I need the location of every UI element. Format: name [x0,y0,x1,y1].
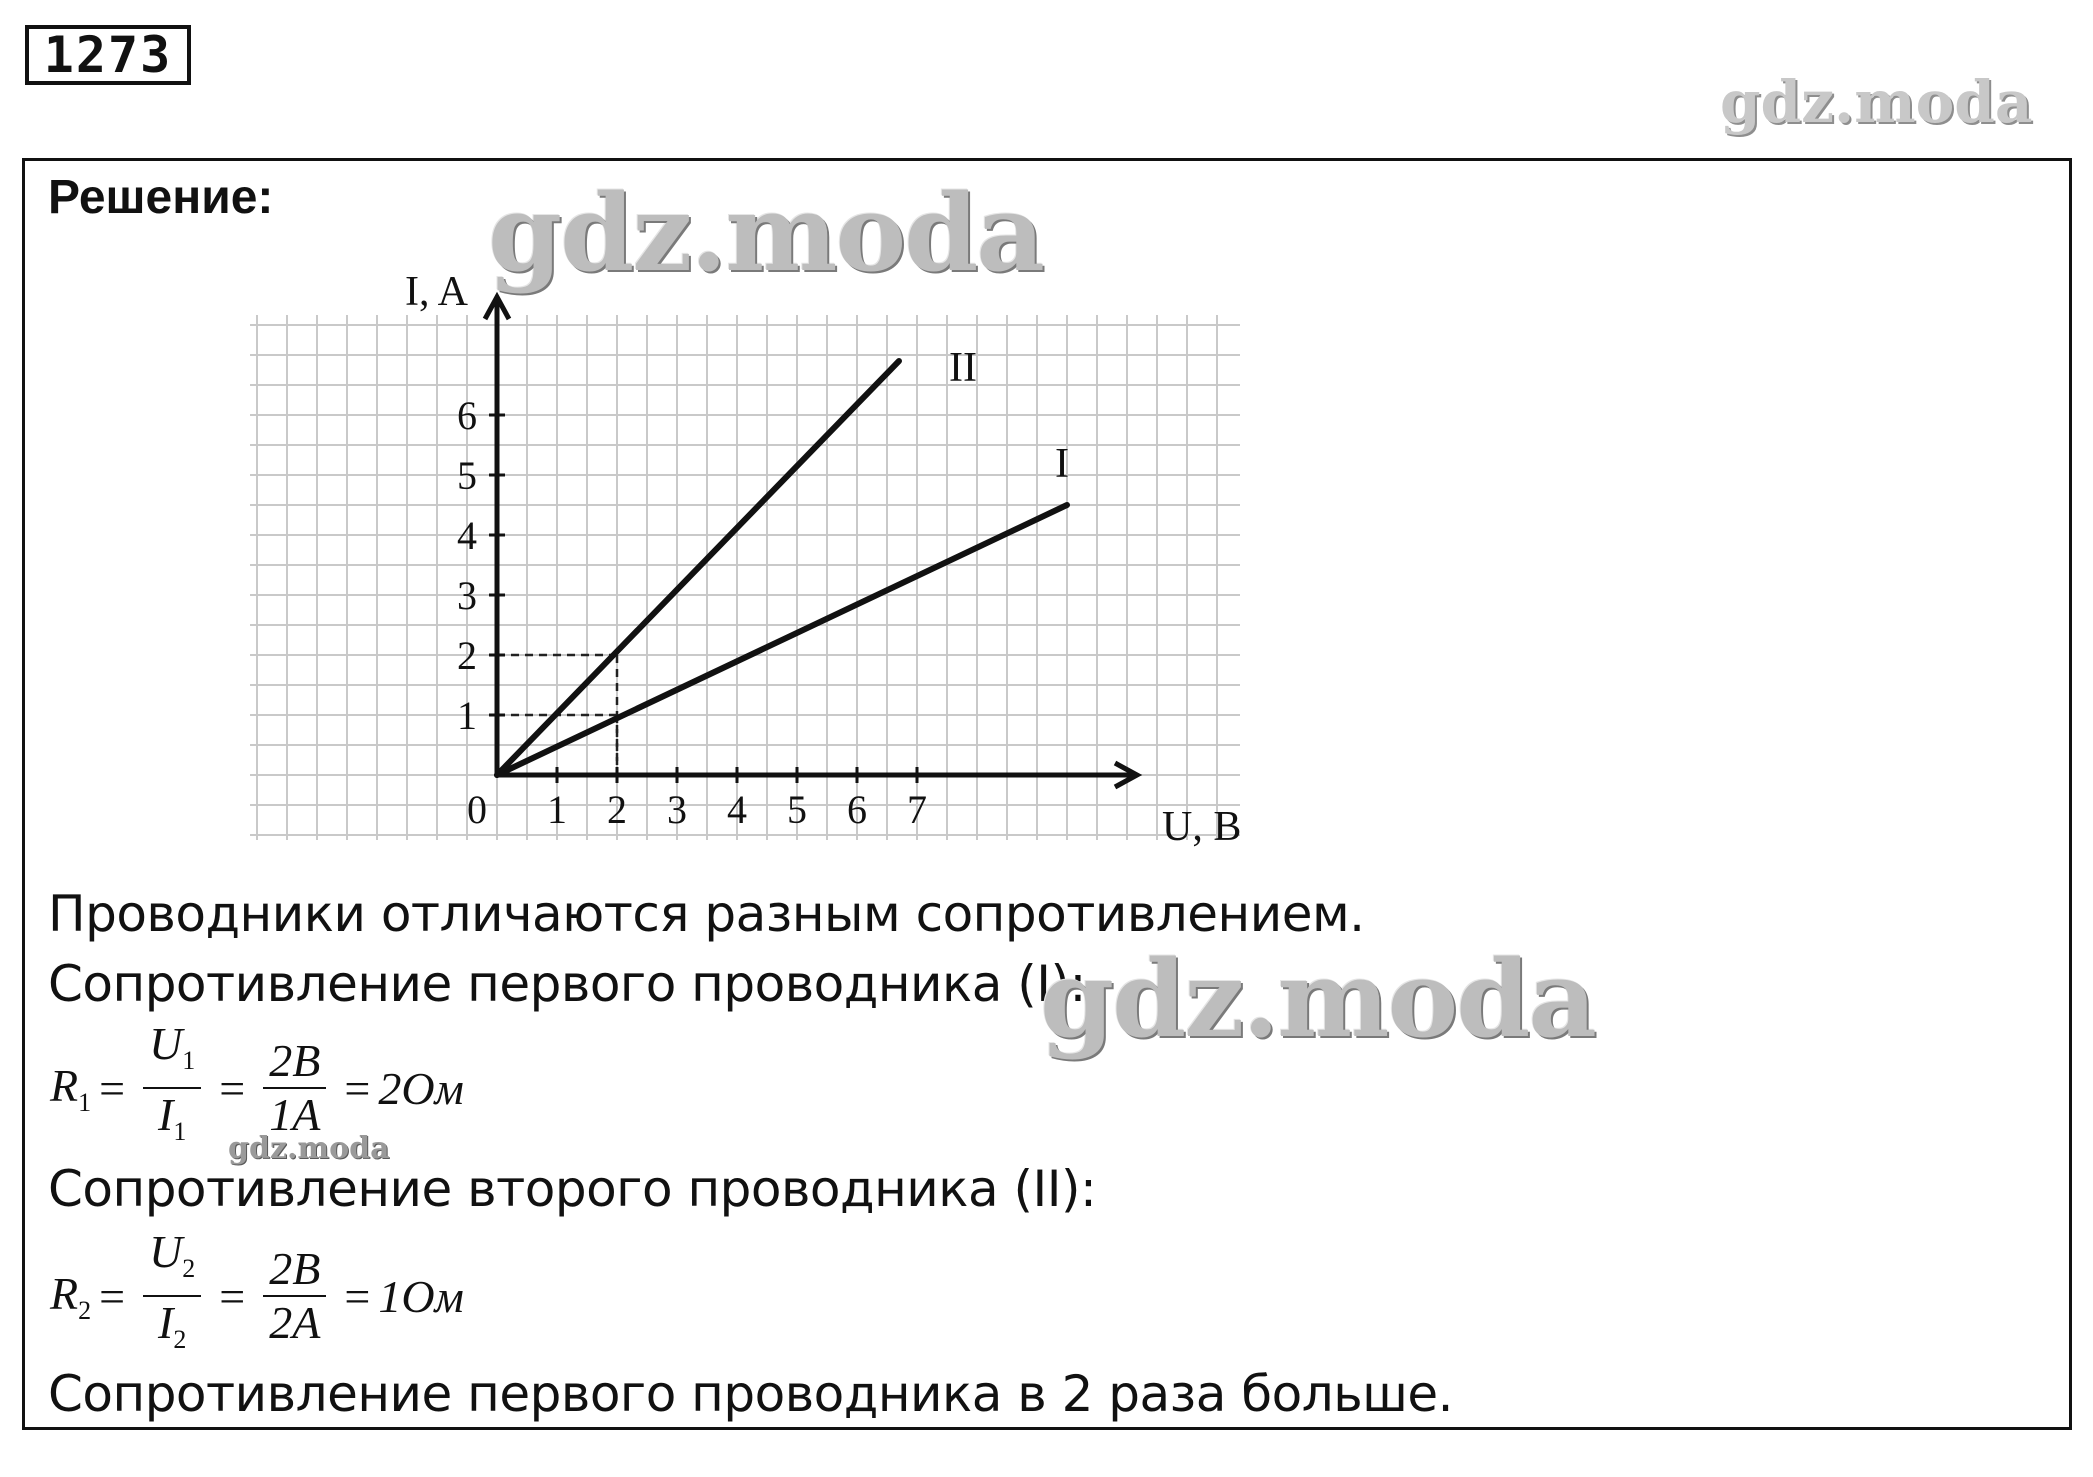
chart-axes [485,297,1137,787]
watermark-small: gdz.moda [228,1131,390,1166]
chart-series [497,361,1067,775]
solution-heading: Решение: [48,171,274,224]
y-tick-label: 5 [457,453,477,498]
formula-r1-result: 2Ом [378,1062,464,1114]
task-number: 1273 [25,25,191,85]
watermark-chart: gdz.moda [488,170,1043,295]
y-tick-label: 1 [457,693,477,738]
formula-r1-lhs: $R_1$ [50,1059,92,1117]
series-label-I: I [1055,441,1069,487]
x-tick-label: 6 [847,787,867,832]
formula-r2-lhs: $R_2$ [50,1267,92,1325]
x-tick-label: 1 [547,787,567,832]
x-tick-label: 2 [607,787,627,832]
y-tick-label: 2 [457,633,477,678]
formula-r1-frac-symbolic: $\frac{U_1}{I_1}$ [143,1018,201,1158]
series-label-II: II [949,345,977,391]
iv-chart [230,270,1280,870]
x-tick-label: 5 [787,787,807,832]
y-tick-label: 3 [457,573,477,618]
y-tick-label: 6 [457,393,477,438]
watermark-middle: gdz.moda [1040,936,1595,1061]
text-line-3: Сопротивление второго проводника (II): [48,1160,1097,1218]
y-axis-title: I, A [405,270,468,315]
series-line-I [497,505,1067,775]
formula-r2-frac-symbolic: $\frac{U_2}{I_2}$ [143,1226,201,1366]
x-tick-label: 0 [467,787,487,832]
formula-r1-frac-values: $\frac{2B}{1A}$ [263,1035,326,1141]
x-tick-label: 4 [727,787,747,832]
formula-r1: $R_1$ = $\frac{U_1}{I_1}$ = $\frac{2B}{1A}$ = 2Ом [50,1018,464,1158]
formula-r2-result: 1Ом [378,1270,464,1322]
text-line-1: Проводники отличаются разным сопротивлением. [48,885,1365,943]
x-tick-label: 3 [667,787,687,832]
formula-r2: $R_2$ = $\frac{U_2}{I_2}$ = $\frac{2B}{2A}$ = 1Ом [50,1226,464,1366]
text-line-2: Сопротивление первого проводника (I): [48,955,1086,1013]
x-tick-label: 7 [907,787,927,832]
y-tick-label: 4 [457,513,477,558]
text-line-4: Сопротивление первого проводника в 2 раза больше. [48,1365,1454,1423]
formula-r2-frac-values: $\frac{2B}{2A}$ [263,1243,326,1349]
x-axis-title: U, B [1162,804,1242,850]
watermark-logo: gdz.moda [1720,68,2033,136]
chart-grid [250,315,1240,840]
